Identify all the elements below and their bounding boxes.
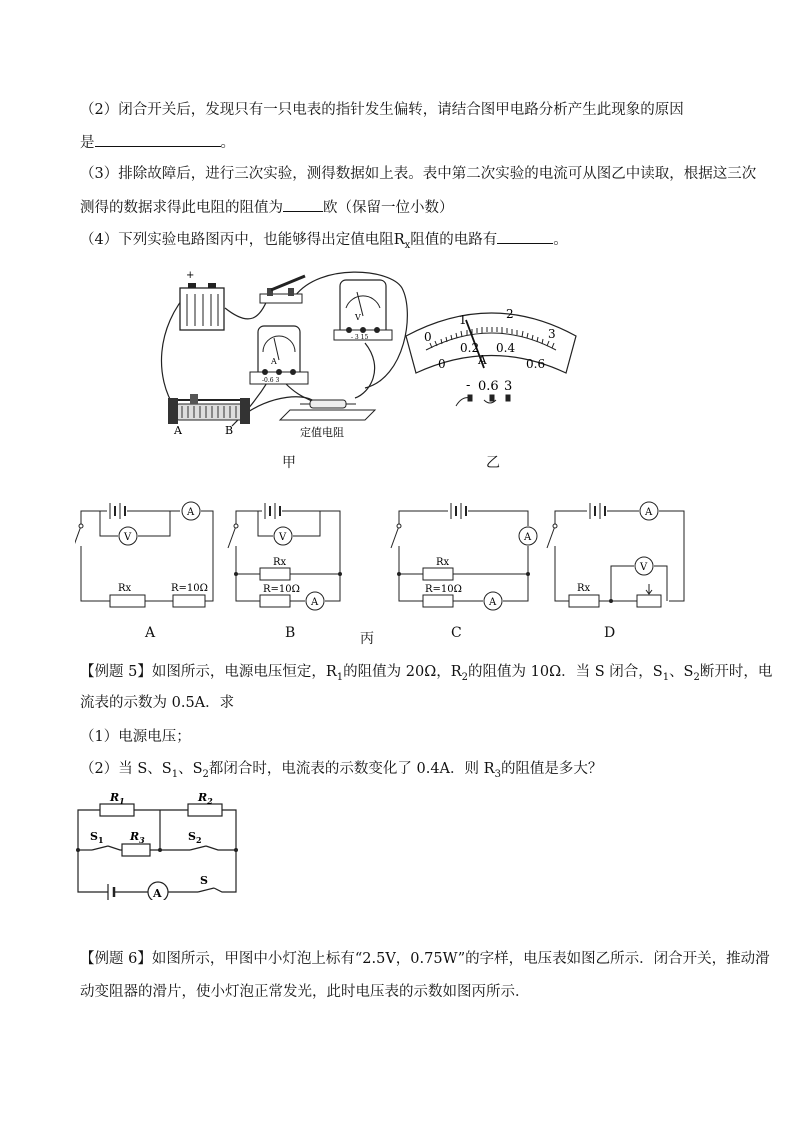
voltmeter-terminals: - 3 15 bbox=[351, 334, 369, 341]
ammeter-terminals: -0.6 3 bbox=[262, 377, 280, 384]
dial-top-tick-3: 3 bbox=[548, 327, 556, 341]
figure-yi-caption: 乙 bbox=[486, 455, 500, 471]
ex6-line1 bbox=[80, 949, 770, 969]
q4-pre: （4）下列实验电路图丙中，也能够得出定值电阻R bbox=[80, 232, 405, 248]
circuit-b-voltmeter-label: V bbox=[279, 532, 287, 543]
ex5-part1: （1）电源电压； bbox=[80, 729, 191, 745]
ammeter-symbol: A bbox=[271, 357, 277, 366]
circuit-a-caption: A bbox=[145, 625, 156, 641]
figure-jia-caption: 甲 bbox=[282, 455, 296, 471]
rheostat-icon bbox=[168, 394, 250, 424]
knife-switch-icon bbox=[260, 276, 305, 303]
wire-ammeter-resistor bbox=[285, 383, 315, 403]
ex6-line1-text: 如图所示，甲图中小灯泡上标有“2.5V，0.75W”的字样，电压表如图乙所示．闭合开关，推动滑 bbox=[151, 951, 770, 967]
ex5-s-label: S bbox=[200, 874, 208, 887]
ex5-sub-s2: 2 bbox=[693, 671, 700, 683]
q2-line1: （2）闭合开关后，发现只有一只电表的指针发生偏转，请结合图甲电路分析产生此现象的原因 bbox=[80, 102, 684, 118]
circuit-a-r10: R=10Ω bbox=[171, 583, 208, 594]
rheostat-label-b: B bbox=[225, 424, 234, 437]
dial-top-tick-2: 2 bbox=[506, 307, 514, 321]
circuit-b-r10: R=10Ω bbox=[263, 584, 300, 595]
q4-sub: x bbox=[404, 239, 411, 251]
dial-terminal-wires bbox=[456, 395, 510, 406]
fixed-resistor-label: 定值电阻 bbox=[300, 426, 344, 439]
figure-bing-caption: 丙 bbox=[360, 631, 374, 647]
ex6-tag: 【例题 6】 bbox=[80, 951, 152, 967]
q4-end: 。 bbox=[553, 232, 568, 248]
ex5-line1-b: 的阻值为 20Ω，R bbox=[343, 664, 462, 680]
ex5-r1-label: $R_1$ bbox=[110, 791, 125, 806]
ex5-part2-a: （2）当 S、S bbox=[80, 761, 172, 777]
figure-bing-circuits bbox=[75, 496, 695, 611]
circuit-a-voltmeter-label: V bbox=[124, 532, 132, 543]
circuit-c-rx: Rx bbox=[436, 557, 450, 568]
ex5-r3-label: $R_3$ bbox=[130, 830, 145, 845]
circuit-d bbox=[547, 503, 684, 607]
ex5-line1-d: 、S bbox=[669, 664, 694, 680]
ex5-part2-b: 、S bbox=[178, 761, 203, 777]
ex5-s2-label: $S_2$ bbox=[188, 830, 202, 845]
dial-terminal-minus: - bbox=[466, 378, 471, 393]
dial-unit: A bbox=[478, 353, 487, 367]
ex5-part2-sub1: 1 bbox=[171, 768, 179, 780]
battery-icon bbox=[180, 283, 224, 330]
ex5-line1-e: 断开时，电 bbox=[699, 664, 773, 680]
fixed-resistor-icon bbox=[280, 400, 375, 420]
dial-top-tick-0: 0 bbox=[424, 330, 432, 344]
ex5-s1-label: $S_1$ bbox=[90, 830, 104, 845]
q3-answer-blank[interactable] bbox=[283, 196, 323, 212]
circuit-a-ammeter-label: A bbox=[187, 507, 195, 518]
circuit-b-rx: Rx bbox=[273, 557, 287, 568]
ex5-line1-c: 的阻值为 10Ω．当 S 闭合，S bbox=[468, 664, 663, 680]
ex5-sub-s1: 1 bbox=[662, 671, 670, 683]
figure-jia-circuit bbox=[150, 268, 420, 440]
ex5-tag: 【例题 5】 bbox=[80, 664, 152, 680]
dial-terminal-06: 0.6 bbox=[478, 379, 499, 394]
circuit-b-ammeter-label: A bbox=[311, 597, 319, 608]
q3-line2 bbox=[80, 196, 454, 218]
ex5-part2-sub2: 2 bbox=[202, 768, 209, 780]
voltmeter-symbol: V bbox=[355, 313, 361, 322]
wire-voltmeter-resistor bbox=[355, 343, 375, 398]
ex5-part2 bbox=[80, 759, 602, 785]
circuit-d-rx: Rx bbox=[577, 583, 591, 594]
circuit-a-rx: Rx bbox=[118, 583, 132, 594]
ex5-sub-r2: 2 bbox=[461, 671, 469, 683]
ex5-line2: 流表的示数为 0.5A．求 bbox=[80, 695, 235, 711]
circuit-b-caption: B bbox=[285, 625, 296, 641]
ex5-part2-sub3: 3 bbox=[494, 768, 501, 780]
q2-line2-pre: 是 bbox=[80, 135, 95, 151]
battery-plus: + bbox=[186, 270, 195, 281]
q4-line bbox=[80, 228, 568, 256]
ex5-line1 bbox=[80, 662, 772, 688]
q4-post: 阻值的电路有 bbox=[410, 232, 498, 248]
figure-ex5-circuit bbox=[70, 788, 245, 900]
q3-line2-pre: 测得的数据求得此电阻的阻值为 bbox=[80, 200, 283, 216]
ex5-part2-d: 的阻值是多大？ bbox=[500, 761, 603, 777]
dial-bottom-tick-0: 0 bbox=[438, 357, 446, 371]
dial-terminal-3: 3 bbox=[504, 379, 513, 394]
q4-answer-blank[interactable] bbox=[497, 228, 553, 244]
circuit-d-voltmeter-label: V bbox=[640, 562, 648, 573]
circuit-c-r10: R=10Ω bbox=[425, 584, 462, 595]
ex5-part2-c: 都闭合时，电流表的示数变化了 0.4A．则 R bbox=[208, 761, 495, 777]
q2-line2 bbox=[80, 131, 235, 153]
q2-line2-post: 。 bbox=[220, 135, 235, 151]
circuit-d-caption: D bbox=[604, 625, 616, 641]
ex5-sub-r1: 1 bbox=[336, 671, 344, 683]
q3-line1: （3）排除故障后，进行三次实验，测得数据如上表。表中第二次实验的电流可从图乙中读取，根据这三次 bbox=[80, 166, 757, 182]
rheostat-label-a: A bbox=[174, 424, 182, 437]
ex5-r2-label: $R_2$ bbox=[198, 791, 213, 806]
figure-yi-ammeter-dial bbox=[404, 298, 579, 408]
dial-bottom-tick-2: 0.4 bbox=[496, 341, 516, 355]
dial-bottom-tick-3: 0.6 bbox=[526, 357, 546, 371]
q3-line2-post: 欧（保留一位小数） bbox=[323, 200, 454, 216]
ex6-line2: 动变阻器的滑片，使小灯泡正常发光，此时电压表的示数如图丙所示． bbox=[80, 984, 530, 1000]
circuit-d-ammeter-label: A bbox=[645, 507, 653, 518]
ammeter-icon bbox=[250, 326, 308, 384]
dial-top-tick-1: 1 bbox=[459, 313, 467, 327]
dial-bottom-tick-1: 0.2 bbox=[460, 341, 480, 355]
circuit-c-ammeter-bottom-label: A bbox=[489, 597, 497, 608]
q2-answer-blank[interactable] bbox=[95, 131, 221, 147]
voltmeter-icon bbox=[334, 280, 392, 340]
circuit-c-caption: C bbox=[451, 625, 462, 641]
ex5-ammeter-label: A bbox=[153, 887, 162, 900]
circuit-c-ammeter-top-label: A bbox=[524, 532, 532, 543]
ex5-line1-a: 如图所示，电源电压恒定，R bbox=[151, 664, 337, 680]
